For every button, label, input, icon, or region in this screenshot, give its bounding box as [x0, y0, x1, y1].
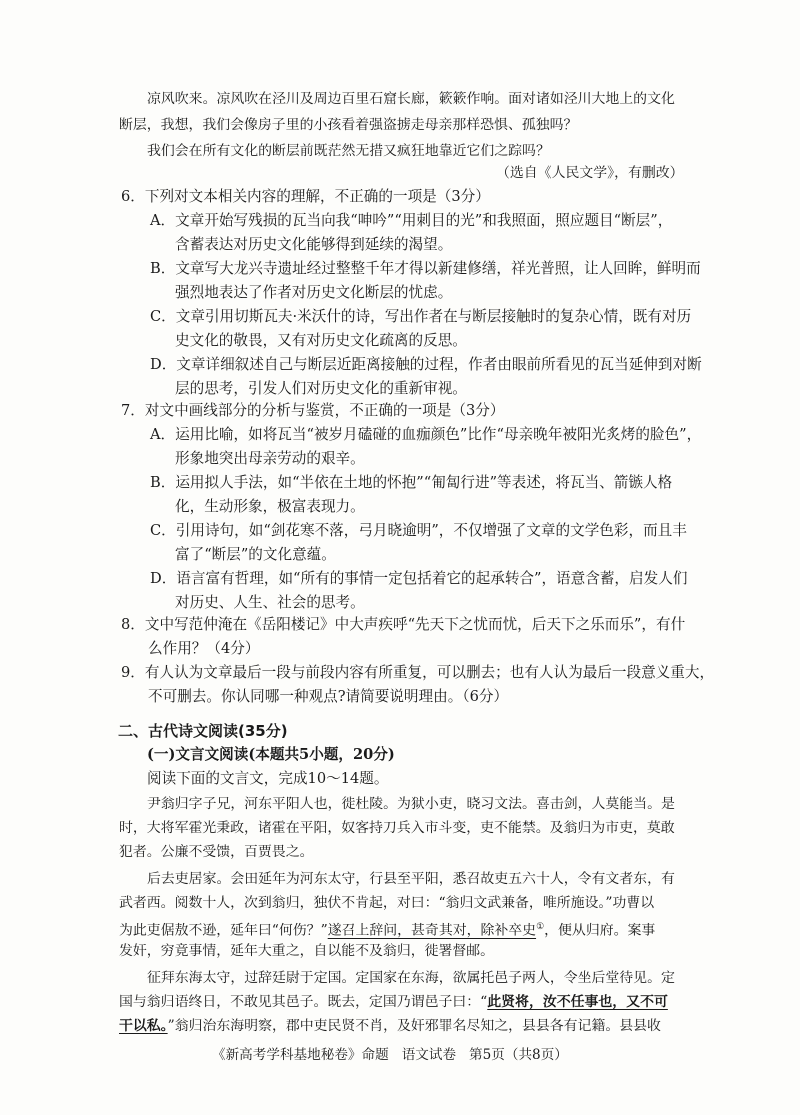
- passage-line: [119, 993, 668, 1011]
- passage-source: （选自《人民文学》，有删改）: [496, 165, 684, 181]
- option-a-cont: 形象地突出母亲劳动的艰辛。: [175, 450, 365, 467]
- option-b-cont: 强烈地表达了作者对历史文化断层的忧虑。: [175, 284, 453, 301]
- passage-line: 征拜东海太守，过辞廷尉于定国。定国家在东海，欲属托邑子两人，令坐后堂待见。定: [147, 970, 675, 986]
- passage-text: ”翁归治东海明察，郡中吏民贤不肖，及奸邪罪名尽知之，县县各有记籍。县县收: [167, 1018, 661, 1034]
- page-footer: [212, 1046, 568, 1064]
- option-a-cont: 含蓄表达对历史文化能够得到延续的渴望。: [175, 236, 453, 253]
- option-d-cont: 对历史、人生、社会的思考。: [175, 594, 365, 611]
- footer-subject: 语文试卷: [401, 1047, 457, 1063]
- passage-line: [119, 918, 655, 940]
- option-d-cont: 层的思考，引发人们对历史文化的重新审视。: [175, 380, 467, 397]
- passage-text: 国与翁归语终日，不敢见其邑子。既去，定国乃谓邑子曰：“: [119, 994, 488, 1010]
- question-stem: 7．对文中画线部分的分析与鉴赏，不正确的一项是（3分）: [121, 402, 505, 419]
- passage-text: ，便从归府。案事: [544, 922, 656, 939]
- passage-line: 后去吏居家。会田延年为河东太守，行县至平阳，悉召故吏五六十人，令有文者东，有: [147, 871, 675, 887]
- passage-line: 尹翁归字子兄，河东平阳人也，徙杜陵。为狱小吏，晓习文法。喜击剑，人莫能当。是: [147, 796, 675, 812]
- question-stem-cont: 不可删去。你认同哪一种观点?请简要说明理由。（6分）: [148, 688, 509, 705]
- option-c-cont: 富了“断层”的文化意蕴。: [175, 546, 336, 563]
- question-stem: 9．有人认为文章最后一段与前段内容有所重复，可以删去；也有人认为最后一段意义重大，: [121, 664, 715, 681]
- passage-line: 发奸，穷竟事情，延年大重之，自以能不及翁归，徙署督邮。: [119, 943, 495, 959]
- option-c-cont: 史文化的敬畏，又有对历史文化疏离的反思。: [175, 332, 467, 349]
- option-d: D．文章详细叙述自己与断层近距离接触的过程，作者由眼前所看见的瓦当延伸到对断: [150, 356, 702, 373]
- option-b: B．文章写大龙兴寺遗址经过整整千年才得以新建修缮，祥光普照，让人回眸，鲜明而: [150, 260, 701, 277]
- option-b-cont: 化，生动形象，极富表现力。: [175, 498, 365, 515]
- underlined-sentence: 遂召上辞问，甚奇其对，除补卒史: [327, 922, 537, 939]
- option-c: C．引用诗句，如“剑花寒不落，弓月晓逾明”，不仅增强了文章的文学色彩，而且丰: [150, 522, 687, 539]
- passage-line: 断层，我想，我们会像房子里的小孩看着强盗掳走母亲那样恐惧、孤独吗？: [119, 117, 578, 133]
- underlined-sentence: 此贤将，汝不任事也，又不可: [487, 994, 668, 1010]
- instruction: 阅读下面的文言文，完成10～14题。: [147, 770, 389, 787]
- option-b: B．运用拟人手法，如“半依在土地的怀抱”“匍匐行进”等表述，将瓦当、箭镞人格: [150, 474, 673, 491]
- passage-line: 凉风吹来。凉风吹在泾川及周边百里石窟长廊，簌簌作响。面对诸如泾川大地上的文化: [147, 91, 675, 107]
- passage-line: 时，大将军霍光秉政，诸霍在平阳，奴客持刀兵入市斗变，吏不能禁。及翁归为市吏，莫敢: [119, 820, 675, 836]
- option-d: D．语言富有哲理，如“所有的事情一定包括着它的起承转合”，语意含蓄，启发人们: [150, 570, 688, 587]
- option-a: A．文章开始写残损的瓦当向我“呻吟”“用刺目的光”和我照面，照应题目“断层”，: [150, 212, 673, 229]
- passage-line: 犯者。公廉不受馈，百贾畏之。: [119, 844, 314, 860]
- underlined-sentence: 干以私。: [119, 1018, 168, 1034]
- section-heading: 二、古代诗文阅读(35分): [118, 722, 288, 740]
- option-a: A．运用比喻，如将瓦当“被岁月磕碰的血痂颜色”比作“母亲晚年被阳光炙烤的脸色”，: [150, 426, 702, 443]
- question-stem: 6．下列对文本相关内容的理解，不正确的一项是（3分）: [121, 188, 490, 205]
- question-stem: 8．文中写范仲淹在《岳阳楼记》中大声疾呼“先天下之忧而忧，后天下之乐而乐”，有什: [121, 616, 686, 633]
- option-c: C．文章引用切斯瓦夫·米沃什的诗，写出作者在与断层接触时的复杂心情，既有对历: [150, 308, 692, 325]
- passage-line: 武者西。阅数十人，次到翁归，独伏不肯起，对曰：“翁归文武兼备，唯所施设。”功曹以: [119, 895, 655, 911]
- passage-text: 为此吏倨敖不逊，延年曰“何伤？”: [119, 922, 328, 939]
- subsection-heading: (一)文言文阅读(本题共5小题，20分): [147, 746, 395, 763]
- footer-title: 《新高考学科基地秘卷》命题: [212, 1047, 389, 1063]
- footer-page: 第5页（共8页）: [469, 1047, 568, 1063]
- question-stem-cont: 么作用？（4分）: [148, 640, 260, 657]
- passage-line: [119, 1017, 661, 1035]
- passage-line: 我们会在所有文化的断层前既茫然无措又疯狂地靠近它们之踪吗？: [147, 143, 550, 159]
- footnote-marker: ①: [536, 922, 545, 932]
